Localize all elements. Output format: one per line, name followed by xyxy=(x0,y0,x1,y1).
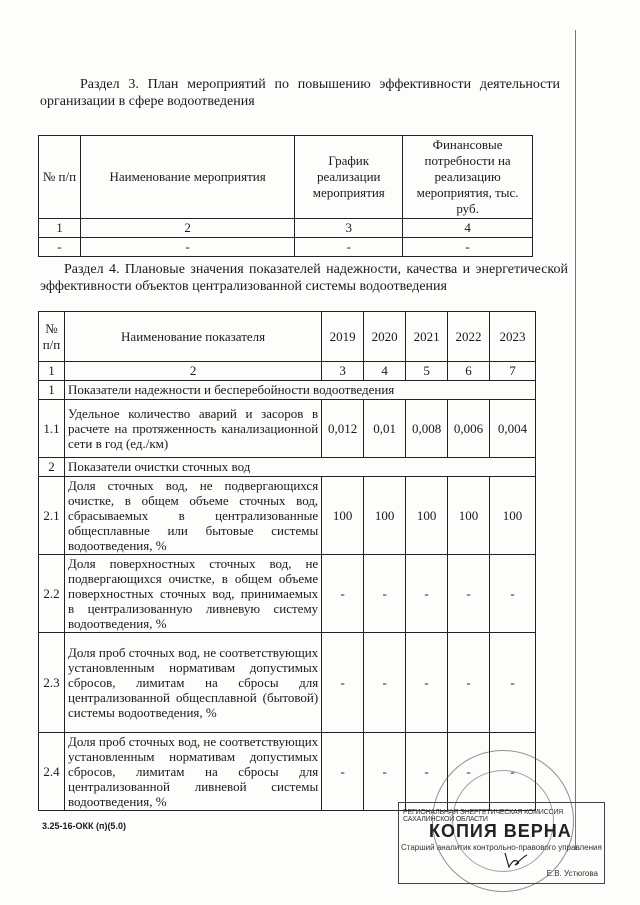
value-cell: - xyxy=(406,733,448,811)
value-cell: - xyxy=(490,633,536,733)
value-cell: 0,01 xyxy=(364,400,406,458)
header-year: 2019 xyxy=(322,312,364,362)
header-year: 2020 xyxy=(364,312,406,362)
stamp-role: Старший аналитик контрольно-правового управления xyxy=(401,843,602,852)
header-indicator-name: Наименование показателя xyxy=(64,312,321,362)
index-cell: 2 xyxy=(64,362,321,381)
section3-table xyxy=(38,135,533,257)
header-schedule: График реализации мероприятия xyxy=(295,136,403,219)
header-measure-name: Наименование мероприятия xyxy=(80,136,294,219)
value-cell: 0,008 xyxy=(406,400,448,458)
value-cell: - xyxy=(406,633,448,733)
index-cell: 1 xyxy=(39,219,81,238)
table-cell: - xyxy=(403,238,533,257)
row-num: 2.1 xyxy=(39,477,65,555)
index-cell: 2 xyxy=(80,219,294,238)
value-cell: - xyxy=(364,633,406,733)
index-cell: 4 xyxy=(403,219,533,238)
value-cell: 0,012 xyxy=(322,400,364,458)
value-cell: - xyxy=(322,733,364,811)
stamp-signer-name: Е.В. Устюгова xyxy=(546,869,598,878)
stamp-title: КОПИЯ ВЕРНА xyxy=(429,821,572,841)
header-year: 2021 xyxy=(406,312,448,362)
value-cell: - xyxy=(364,555,406,633)
page-edge-line xyxy=(575,30,576,850)
header-num: № п/п xyxy=(39,136,81,219)
indicator-name: Удельное количество аварий и засоров в расчете на протяженность канализационной сети в год (ед./км) xyxy=(64,400,321,458)
index-cell: 6 xyxy=(448,362,490,381)
group-num: 1 xyxy=(39,381,65,400)
value-cell: - xyxy=(448,733,490,811)
table-cell: - xyxy=(295,238,403,257)
value-cell: 100 xyxy=(406,477,448,555)
section3-heading: Раздел 3. План мероприятий по повышению эффективности деятельности организации в сфере водоотведения xyxy=(40,77,560,109)
value-cell: 100 xyxy=(364,477,406,555)
indicator-name: Доля поверхностных сточных вод, не подвергающихся очистке, в общем объеме поверхностных сточных вод, принимаемых в централизованную ливневую систему водоотведения, % xyxy=(64,555,321,633)
document-code: 3.25-16-ОКК (п)(5.0) xyxy=(42,821,126,831)
stamp-organization: РЕГИОНАЛЬНАЯ ЭНЕРГЕТИЧЕСКАЯ КОМИССИЯ САХАЛИНСКОЙ ОБЛАСТИ xyxy=(403,809,564,823)
group-num: 2 xyxy=(39,458,65,477)
index-cell: 7 xyxy=(490,362,536,381)
value-cell: - xyxy=(406,555,448,633)
section4-heading: Раздел 4. Плановые значения показателей надежности, качества и энергетической эффективности объектов централизованной системы водоотведения xyxy=(40,262,568,294)
value-cell: 0,006 xyxy=(448,400,490,458)
value-cell: - xyxy=(364,733,406,811)
value-cell: - xyxy=(322,555,364,633)
row-num: 2.2 xyxy=(39,555,65,633)
index-cell: 3 xyxy=(295,219,403,238)
copy-certified-stamp xyxy=(398,802,605,884)
row-num: 2.4 xyxy=(39,733,65,811)
value-cell: - xyxy=(448,633,490,733)
value-cell: 100 xyxy=(448,477,490,555)
group-title: Показатели очистки сточных вод xyxy=(64,458,535,477)
group-title: Показатели надежности и бесперебойности водоотведения xyxy=(64,381,535,400)
value-cell: - xyxy=(448,555,490,633)
section4-table xyxy=(38,311,536,811)
value-cell: 100 xyxy=(322,477,364,555)
value-cell: - xyxy=(322,633,364,733)
header-num: № п/п xyxy=(39,312,65,362)
value-cell: 100 xyxy=(490,477,536,555)
index-cell: 4 xyxy=(364,362,406,381)
value-cell: 0,004 xyxy=(490,400,536,458)
indicator-name: Доля проб сточных вод, не соответствующих установленным нормативам допустимых сбросов, лимитам на сбросы для централизованной ливневой системы водоотведения, % xyxy=(64,733,321,811)
index-cell: 5 xyxy=(406,362,448,381)
table-cell: - xyxy=(80,238,294,257)
value-cell: - xyxy=(490,555,536,633)
indicator-name: Доля сточных вод, не подвергающихся очистке, в общем объеме сточных вод, сбрасываемых в централизованные общесплавные или бытовые системы водоотведения, % xyxy=(64,477,321,555)
header-year: 2022 xyxy=(448,312,490,362)
value-cell: - xyxy=(490,733,536,811)
header-year: 2023 xyxy=(490,312,536,362)
indicator-name: Доля проб сточных вод, не соответствующих установленным нормативам допустимых сбросов, лимитам на сбросы для централизованной общесплавной (бытовой) системы водоотведения, % xyxy=(64,633,321,733)
row-num: 2.3 xyxy=(39,633,65,733)
signature-mark xyxy=(501,851,531,869)
index-cell: 3 xyxy=(322,362,364,381)
header-financing: Финансовые потребности на реализацию мероприятия, тыс. руб. xyxy=(403,136,533,219)
row-num: 1.1 xyxy=(39,400,65,458)
table-cell: - xyxy=(39,238,81,257)
index-cell: 1 xyxy=(39,362,65,381)
